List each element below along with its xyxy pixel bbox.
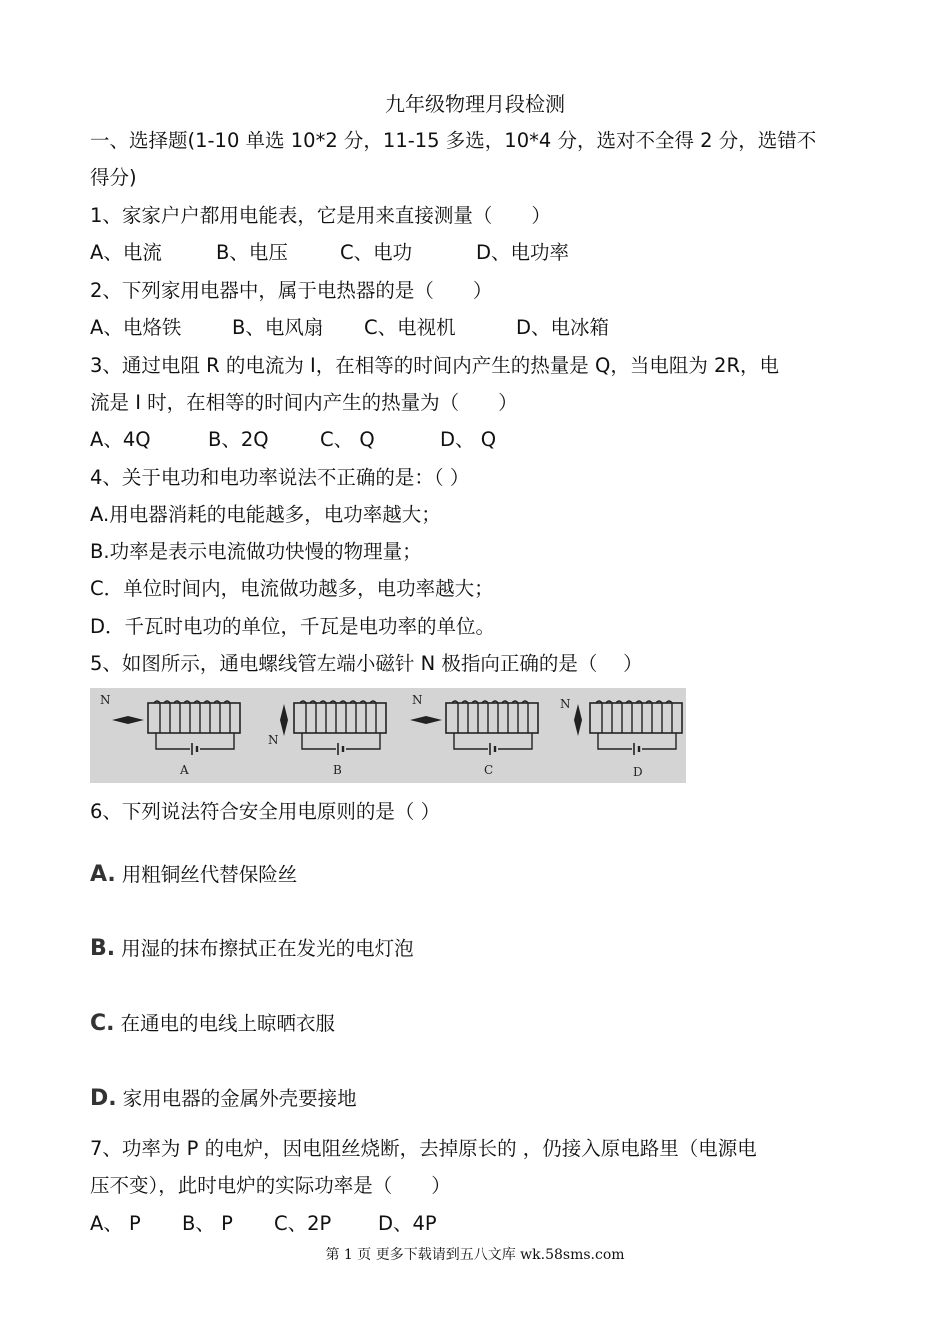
q3-options: [90, 421, 860, 458]
q4-stem: 4、关于电功和电功率说法不正确的是：（ ）: [90, 466, 470, 489]
needle-n-label-a: N: [100, 693, 111, 707]
figure-label-a: A: [180, 763, 189, 777]
page-title: 九年级物理月段检测: [385, 92, 565, 116]
q6-option-d-letter: D.: [90, 1086, 117, 1111]
figure-label-b: B: [333, 763, 342, 777]
q6-stem: 6、下列说法符合安全用电原则的是（ ）: [90, 800, 441, 823]
q2-options: [90, 309, 860, 346]
page-footer: 第 1 页 更多下载请到五八文库 wk.58sms.com: [325, 1247, 625, 1263]
q7-stem-line1: 7、功率为 P 的电炉，因电阻丝烧断，去掉原长的 ，仍接入原电路里（电源电: [90, 1137, 757, 1160]
q7-stem-line2: 压不变），此时电炉的实际功率是（ ）: [90, 1174, 451, 1197]
q6-option-d: [90, 1080, 357, 1117]
q6-option-a-letter: A.: [90, 862, 116, 887]
q5-stem: 5、如图所示，通电螺线管左端小磁针 N 极指向正确的是（ ）: [90, 652, 643, 675]
option-c-diagram: [410, 693, 538, 777]
needle-n-label-c: N: [412, 693, 423, 707]
q1-option-c: C、电功: [340, 241, 413, 264]
q3-option-d: D、 Q: [440, 428, 497, 451]
q2-option-b: B、电风扇: [232, 316, 324, 339]
q6-option-a-text: 用粗铜丝代替保险丝: [121, 863, 298, 886]
q4-option-b: B.功率是表示电流做功快慢的物理量；: [90, 540, 422, 563]
figure-label-c: C: [484, 763, 494, 777]
solenoid-figure: [90, 688, 686, 783]
q7-option-d: D、4P: [378, 1212, 437, 1235]
q2-option-a: A、电烙铁: [90, 316, 182, 339]
q2-stem: 2、下列家用电器中，属于电热器的是（ ）: [90, 279, 493, 302]
q6-option-b-text: 用湿的抹布擦拭正在发光的电灯泡: [121, 937, 414, 960]
section-heading-line2: 得分): [90, 166, 137, 189]
q1-option-a: A、电流: [90, 241, 162, 264]
needle-n-label-b: N: [268, 733, 279, 747]
q1-options: [90, 234, 860, 271]
q6-option-c-text: 在通电的电线上晾晒衣服: [120, 1012, 336, 1035]
q6-option-c: [90, 1005, 335, 1042]
option-d-diagram: [560, 697, 682, 779]
q1-option-d: D、电功率: [476, 241, 570, 264]
q6-option-b-letter: B.: [90, 936, 116, 961]
q7-option-c: C、2P: [274, 1212, 332, 1235]
q3-stem-line1: 3、通过电阻 R 的电流为 I，在相等的时间内产生的热量是 Q，当电阻为 2R，电: [90, 354, 780, 377]
q2-option-c: C、电视机: [364, 316, 456, 339]
section-heading-line1: 一、选择题(1-10 单选 10*2 分，11-15 多选，10*4 分，选对不全得 2 分，选错不: [90, 129, 817, 152]
q6-option-d-text: 家用电器的金属外壳要接地: [122, 1087, 357, 1110]
option-a-diagram: [100, 693, 240, 777]
q6-option-a: [90, 856, 297, 893]
q3-option-c: C、 Q: [320, 428, 375, 451]
q7-option-a: A、 P: [90, 1212, 141, 1235]
q7-options: [90, 1205, 860, 1242]
needle-n-label-d: N: [560, 697, 571, 711]
q6-option-b: [90, 930, 414, 967]
q3-option-a: A、4Q: [90, 428, 151, 451]
q4-option-d: D．千瓦时电功的单位，千瓦是电功率的单位。: [90, 615, 496, 638]
q3-stem-line2: 流是 I 时，在相等的时间内产生的热量为（ ）: [90, 391, 518, 414]
q1-stem: 1、家家户户都用电能表，它是用来直接测量（ ）: [90, 204, 551, 227]
option-b-diagram: [268, 701, 386, 777]
q2-option-d: D、电冰箱: [516, 316, 610, 339]
q4-option-c: C．单位时间内，电流做功越多，电功率越大；: [90, 577, 494, 600]
q6-option-c-letter: C.: [90, 1011, 115, 1036]
figure-label-d: D: [633, 765, 643, 779]
q1-option-b: B、电压: [216, 241, 288, 264]
q7-option-b: B、 P: [182, 1212, 233, 1235]
q4-option-a: A.用电器消耗的电能越多，电功率越大；: [90, 503, 441, 526]
solenoid-diagram: [90, 688, 686, 783]
q3-option-b: B、2Q: [208, 428, 269, 451]
